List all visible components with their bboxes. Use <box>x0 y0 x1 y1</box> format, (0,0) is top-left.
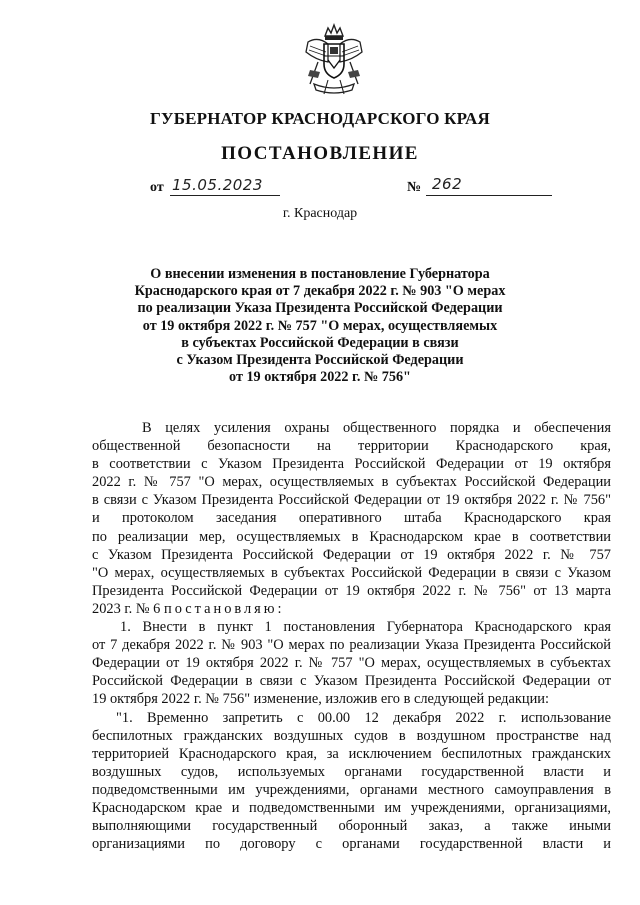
body-line: от 7 декабря 2022 г. № 903 "О мерах по реализации Указа Президента Российской <box>92 637 611 654</box>
body-line: по реализации мер, осуществляемых в Краснодарском крае в соответствии <box>92 528 611 545</box>
body-line: Российской Федерации в связи с Указом Президента Российской Федерации от <box>92 673 611 690</box>
heading-line: Краснодарского края от 7 декабря 2022 г. № 903 "О мерах <box>134 283 506 300</box>
body-line: 19 октября 2022 г. № 756" изменение, изложив его в следующей редакции: <box>92 691 549 708</box>
body-line: выполняющими государственный оборонный заказ, а также иными <box>92 818 611 835</box>
heading-line: от 19 октября 2022 г. № 757 "О мерах, осуществляемых <box>142 317 498 334</box>
handwritten-number: 262 <box>432 175 463 193</box>
heading-line: в субъектах Российской Федерации в связи <box>181 334 459 351</box>
date-label: от <box>150 180 164 195</box>
heading-line: О внесении изменения в постановление Губернатора <box>150 266 490 282</box>
body-line: беспилотных гражданских воздушных судов в воздушном пространстве над <box>92 727 611 744</box>
body-line: 2022 г. № 757 "О мерах, осуществляемых в субъектах Российской Федерации <box>92 474 611 491</box>
date-underline <box>170 195 280 196</box>
issuer-title: ГУБЕРНАТОР КРАСНОДАРСКОГО КРАЯ <box>150 109 490 128</box>
body-line: организациями по договору с органами государственной власти и <box>92 836 611 853</box>
document-body <box>92 419 611 853</box>
body-line: Краснодарском крае и подведомственными им учреждениями, организациями, <box>92 799 611 816</box>
heading-line: от 19 октября 2022 г. № 756" <box>229 369 411 386</box>
date-number-row <box>150 175 600 200</box>
body-line: 1. Внести в пункт 1 постановления Губернатора Краснодарского края <box>120 619 611 636</box>
body-line: территорией Краснодарского края, за исключением беспилотных гражданских <box>92 745 611 762</box>
body-line: В целях усиления охраны общественного порядка и обеспечения <box>142 420 611 436</box>
number-underline <box>426 195 552 196</box>
coat-of-arms-emblem <box>298 22 370 100</box>
body-line-text: 2023 г. № 6 <box>92 600 161 617</box>
number-label: № <box>407 180 422 195</box>
body-line: в связи с Указом Президента Российской Федерации от 19 октября 2022 г. № 756" <box>92 492 611 509</box>
body-line: подведомственными им учреждениями, органами местного самоуправления в <box>92 781 611 798</box>
body-line: с Указом Президента Российской Федерации от 19 октября 2022 г. № 757 <box>92 546 611 563</box>
body-line: в соответствии с Указом Президента Российской Федерации от 19 октября <box>92 456 611 473</box>
body-line: "О мерах, осуществляемых в субъектах Российской Федерации в связи с Указом <box>92 564 611 581</box>
decree-word: постановляю: <box>164 600 285 617</box>
city-line: г. Краснодар <box>282 206 358 221</box>
body-line: и протоколом заседания оперативного штаба Краснодарского края <box>92 510 611 527</box>
body-line: "1. Временно запретить с 00.00 12 декабря 2022 г. использование <box>116 709 611 726</box>
body-line-decree <box>92 600 611 618</box>
document-heading <box>120 266 520 386</box>
heading-line: по реализации Указа Президента Российской Федерации <box>137 300 503 317</box>
body-line: общественной безопасности на территории Краснодарского края, <box>92 438 611 455</box>
document-type: ПОСТАНОВЛЕНИЕ <box>221 143 419 164</box>
body-line: Федерации от 19 октября 2022 г. № 757 "О мерах, осуществляемых в субъектах <box>92 655 611 672</box>
body-line: Президента Российской Федерации от 19 октября 2022 г. № 756" от 13 марта <box>92 582 611 599</box>
handwritten-date: 15.05.2023 <box>172 176 263 194</box>
heading-line: с Указом Президента Российской Федерации <box>176 352 464 369</box>
body-line: воздушных судов, используемых органами государственной власти и <box>92 763 611 780</box>
